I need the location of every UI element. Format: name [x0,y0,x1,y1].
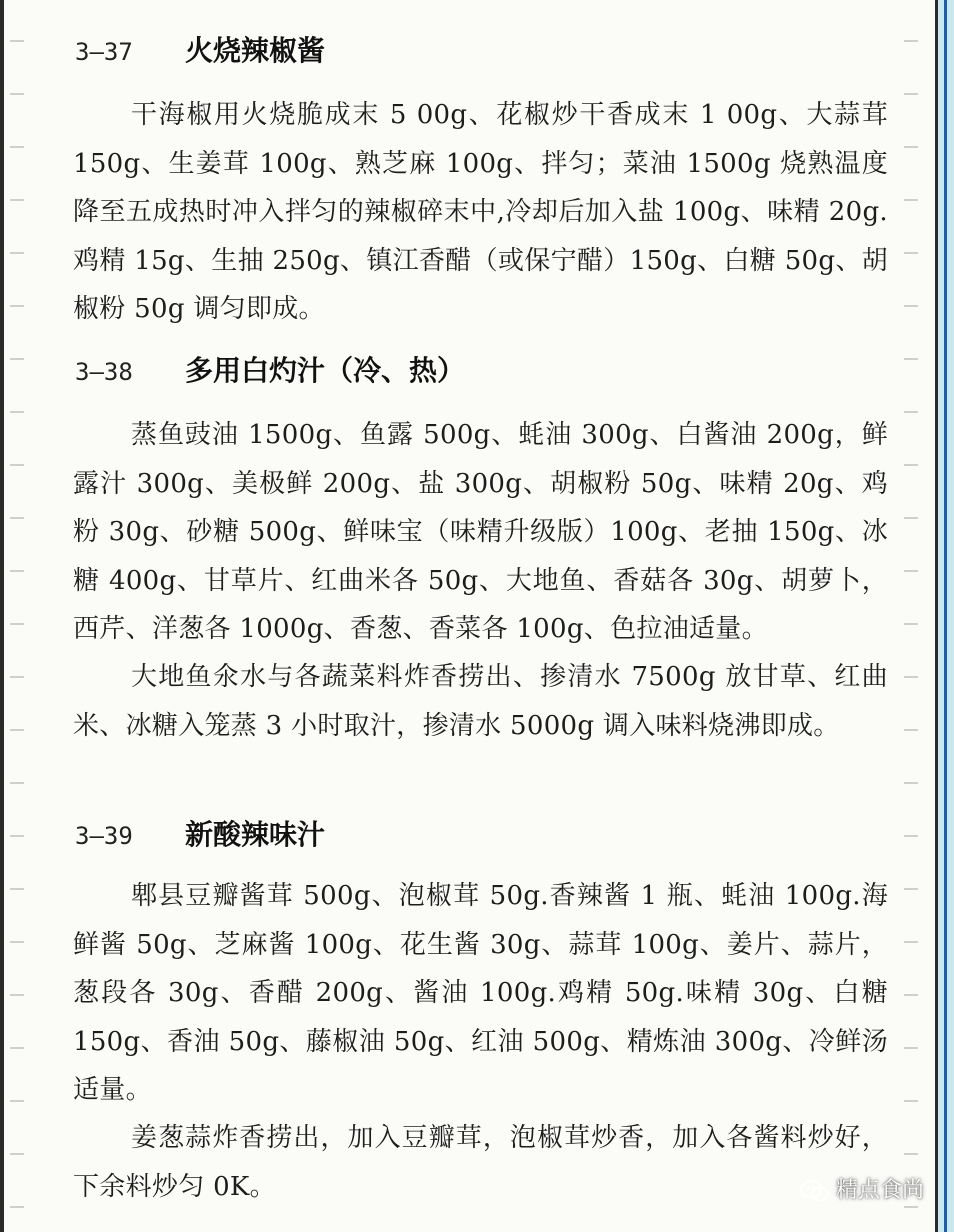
margin-tick [10,1047,24,1049]
margin-tick [904,994,918,996]
right-margin-ticks [898,0,918,1232]
margin-tick [10,305,24,307]
margin-tick [904,411,918,413]
section-title: 新酸辣味汁 [185,818,326,851]
section-title: 火烧辣椒酱 [185,34,326,67]
margin-tick [904,252,918,254]
margin-tick [10,517,24,519]
recipe-paragraph: 蒸鱼豉油 1500g、鱼露 500g、蚝油 300g、白酱油 200g，鲜露汁 300g、美极鲜 200g、盐 300g、胡椒粉 50g、味精 20g、鸡粉 30g、砂糖 500g、鲜味宝（味精升级版）100g、老抽 150g、冰糖 400g、甘草片、红曲米各 50g、大地鱼、香菇各 30g、胡萝卜，西芹、洋葱各 1000g、香葱、香菜各 100g、色拉油适量。 [73,420,888,644]
margin-tick [904,570,918,572]
margin-tick [904,1100,918,1102]
margin-tick [904,888,918,890]
section-number: 3—38 [75,358,133,386]
section-heading [75,346,465,396]
margin-tick [10,40,24,42]
margin-tick [904,729,918,731]
margin-tick [904,782,918,784]
recipe-paragraph: 干海椒用火烧脆成末 5 00g、花椒炒干香成末 1 00g、大蒜茸 150g、生姜茸 100g、熟芝麻 100g、拌匀；菜油 1500g 烧熟温度降至五成热时冲入拌匀的辣椒碎末中,冷却后加入盐 100g、味精 20g.鸡精 15g、生抽 250g、镇江香醋（或保宁醋）150g、白糖 50g、胡椒粉 50g 调匀即成。 [73,100,888,324]
margin-tick [10,835,24,837]
margin-tick [10,199,24,201]
margin-tick [10,570,24,572]
margin-tick [904,464,918,466]
margin-tick [10,729,24,731]
section-number: 3—39 [75,822,133,850]
wechat-icon [800,1180,830,1202]
margin-tick [904,517,918,519]
margin-tick [904,40,918,42]
margin-tick [10,93,24,95]
section-heading [75,26,325,76]
margin-tick [904,1153,918,1155]
margin-tick [10,941,24,943]
margin-tick [10,623,24,625]
margin-tick [10,411,24,413]
margin-tick [904,1047,918,1049]
section-number: 3—37 [75,38,133,66]
margin-tick [10,782,24,784]
margin-tick [10,464,24,466]
margin-tick [10,994,24,996]
recipe-paragraph: 郫县豆瓣酱茸 500g、泡椒茸 50g.香辣酱 1 瓶、蚝油 100g.海鲜酱 50g、芝麻酱 100g、花生酱 30g、蒜茸 100g、姜片、蒜片，葱段各 30g、香醋 200g、酱油 100g.鸡精 50g.味精 30g、白糖 150g、香油 50g、藤椒油 50g、红油 500g、精炼油 300g、冷鲜汤适量。 [73,881,888,1105]
margin-tick [904,941,918,943]
section-title: 多用白灼汁（冷、热） [185,354,466,387]
margin-tick [904,835,918,837]
margin-tick [10,358,24,360]
margin-tick [10,888,24,890]
watermark [800,1175,924,1207]
margin-tick [10,676,24,678]
margin-tick [904,676,918,678]
margin-tick [904,623,918,625]
margin-tick [904,199,918,201]
margin-tick [10,1100,24,1102]
margin-tick [904,146,918,148]
right-border-line [944,0,947,1232]
margin-tick [10,146,24,148]
watermark-text: 精点食尚 [835,1178,924,1203]
recipe-paragraph: 大地鱼氽水与各蔬菜料炸香捞出、掺清水 7500g 放甘草、红曲米、冰糖入笼蒸 3 小时取汁，掺清水 5000g 调入味料烧沸即成。 [73,662,888,741]
left-margin-ticks [4,0,24,1232]
section-heading [75,810,325,860]
margin-tick [904,93,918,95]
margin-tick [10,1206,24,1208]
margin-tick [10,252,24,254]
recipe-paragraph: 姜葱蒜炸香捞出，加入豆瓣茸，泡椒茸炒香，加入各酱料炒好，下余料炒匀 0K。 [73,1123,888,1202]
margin-tick [904,305,918,307]
margin-tick [904,358,918,360]
margin-tick [10,1153,24,1155]
